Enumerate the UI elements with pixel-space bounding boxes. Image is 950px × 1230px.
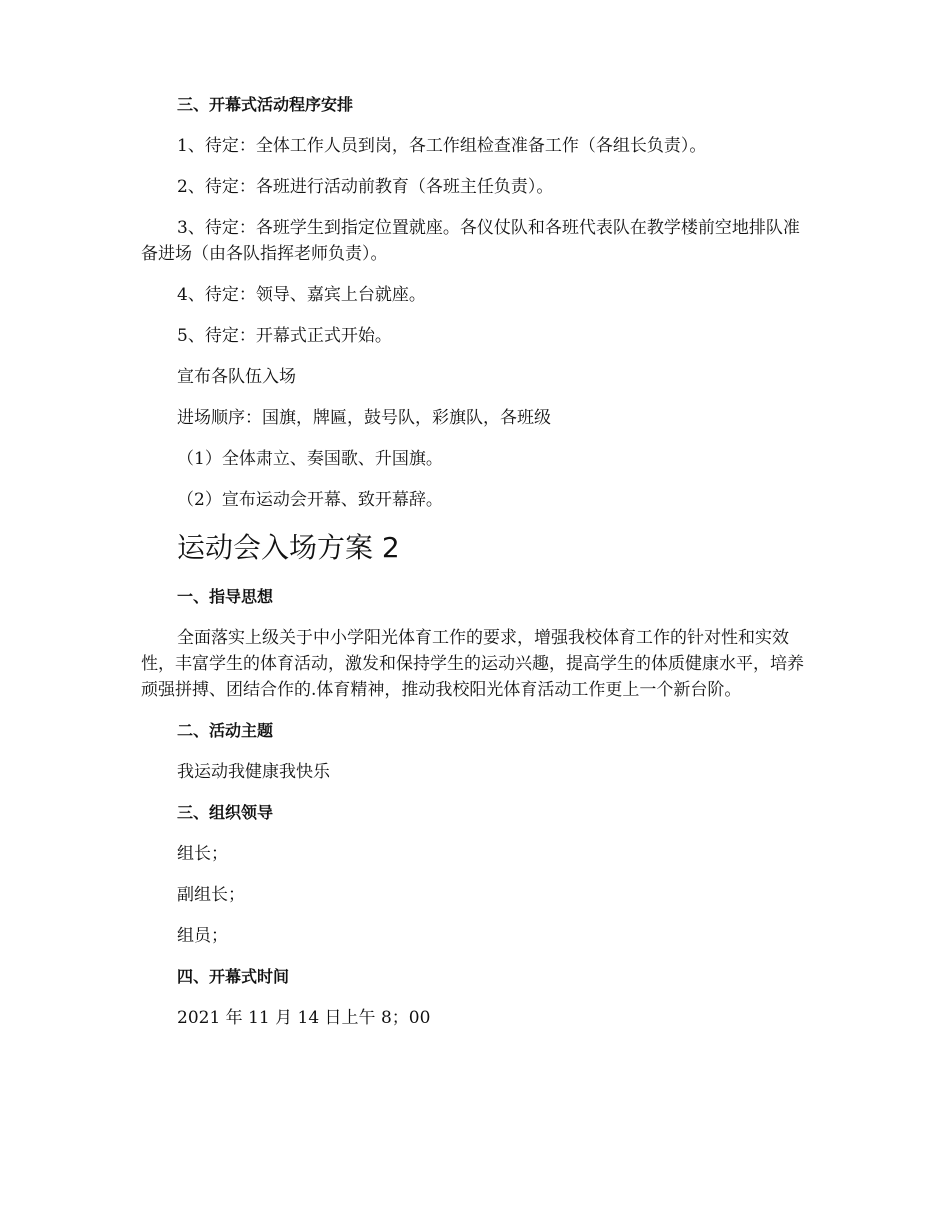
program-item-announce: 宣布各队伍入场	[177, 367, 296, 387]
theme-body: 我运动我健康我快乐	[177, 762, 330, 782]
section-heading-program: 三、开幕式活动程序安排	[177, 95, 354, 114]
program-item-anthem: （1）全体肃立、奏国歌、升国旗。	[177, 449, 443, 469]
program-item-5: 5、待定：开幕式正式开始。	[177, 326, 392, 346]
opening-time: 2021 年 11 月 14 日上午 8；00	[177, 1008, 431, 1028]
program-item-2: 2、待定：各班进行活动前教育（各班主任负责）。	[177, 177, 554, 197]
guiding-body: 全面落实上级关于中小学阳光体育工作的要求，增强我校体育工作的针对性和实效性，丰富学生的体育活动，激发和保持学生的运动兴趣，提高学生的体质健康水平，培养顽强拼搏、团结合作的.体育精神，推动我校阳光体育活动工作更上一个新台阶。	[141, 628, 804, 700]
document-title: 运动会入场方案 2	[177, 531, 400, 564]
leadership-deputy: 副组长；	[177, 885, 245, 905]
section-heading-leadership: 三、组织领导	[177, 803, 274, 822]
program-item-opening: （2）宣布运动会开幕、致开幕辞。	[177, 490, 443, 510]
program-item-4: 4、待定：领导、嘉宾上台就座。	[177, 285, 426, 305]
document-content	[141, 92, 813, 1046]
leadership-leader: 组长；	[177, 844, 228, 864]
section-heading-time: 四、开幕式时间	[177, 967, 290, 986]
program-item-order: 进场顺序：国旗，牌匾，鼓号队，彩旗队，各班级	[177, 408, 551, 428]
program-item-3: 3、待定：各班学生到指定位置就座。各仪仗队和各班代表队在教学楼前空地排队准备进场（由各队指挥老师负责）。	[141, 218, 800, 264]
leadership-members: 组员；	[177, 926, 228, 946]
section-heading-theme: 二、活动主题	[177, 721, 274, 740]
section-heading-guiding: 一、指导思想	[177, 587, 274, 606]
program-item-1: 1、待定：全体工作人员到岗，各工作组检查准备工作（各组长负责）。	[177, 136, 707, 156]
